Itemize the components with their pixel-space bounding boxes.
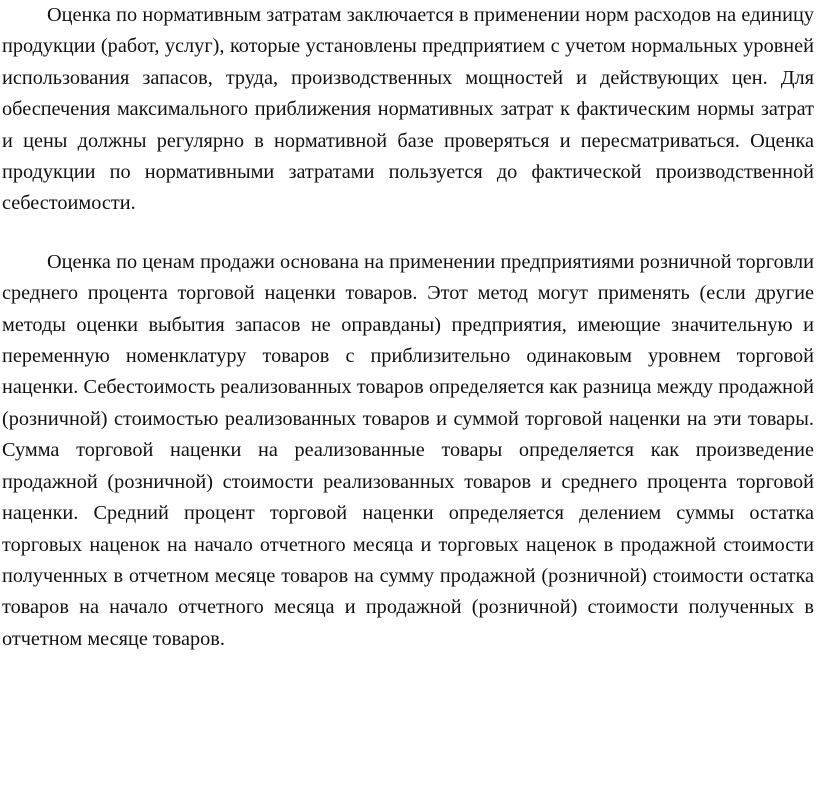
paragraph-normative-costs: Оценка по нормативным затратам заключается в применении норм расходов на единицу продукции (работ, услуг), которые установлены предприятием с учетом нормальных уровней использования запасов, труда, производственных мощностей и действующих цен. Для обеспечения максимального приближения нормативных затрат к фактическим нормы затрат и цены должны регулярно в нормативной базе проверяться и пересматриваться. Оценка продукции по нормативными затратами пользуется до фактической производственной себестоимости.: [2, 4, 814, 215]
document-page: [2, 0, 814, 655]
paragraph-sale-prices: Оценка по ценам продажи основана на применении предприятиями розничной торговли среднего процента торговой наценки товаров. Этот метод могут применять (если другие методы оценки выбытия запасов не оправданы) предприятия, имеющие значительную и переменную номенклатуру товаров с приблизительно одинаковым уровнем торговой наценки. Себестоимость реализованных товаров определяется как разница между продажной (розничной) стоимостью реализованных товаров и суммой торговой наценки на эти товары. Сумма торговой наценки на реализованные товары определяется как произведение продажной (розничной) стоимости реализованных товаров и среднего процента торговой наценки. Средний процент торговой наценки определяется делением суммы остатка торговых наценок на начало отчетного месяца и торговых наценок в продажной стоимости полученных в отчетном месяце товаров на сумму продажной (розничной) стоимости остатка товаров на начало отчетного месяца и продажной (розничной) стоимости полученных в отчетном месяце товаров.: [2, 250, 814, 650]
